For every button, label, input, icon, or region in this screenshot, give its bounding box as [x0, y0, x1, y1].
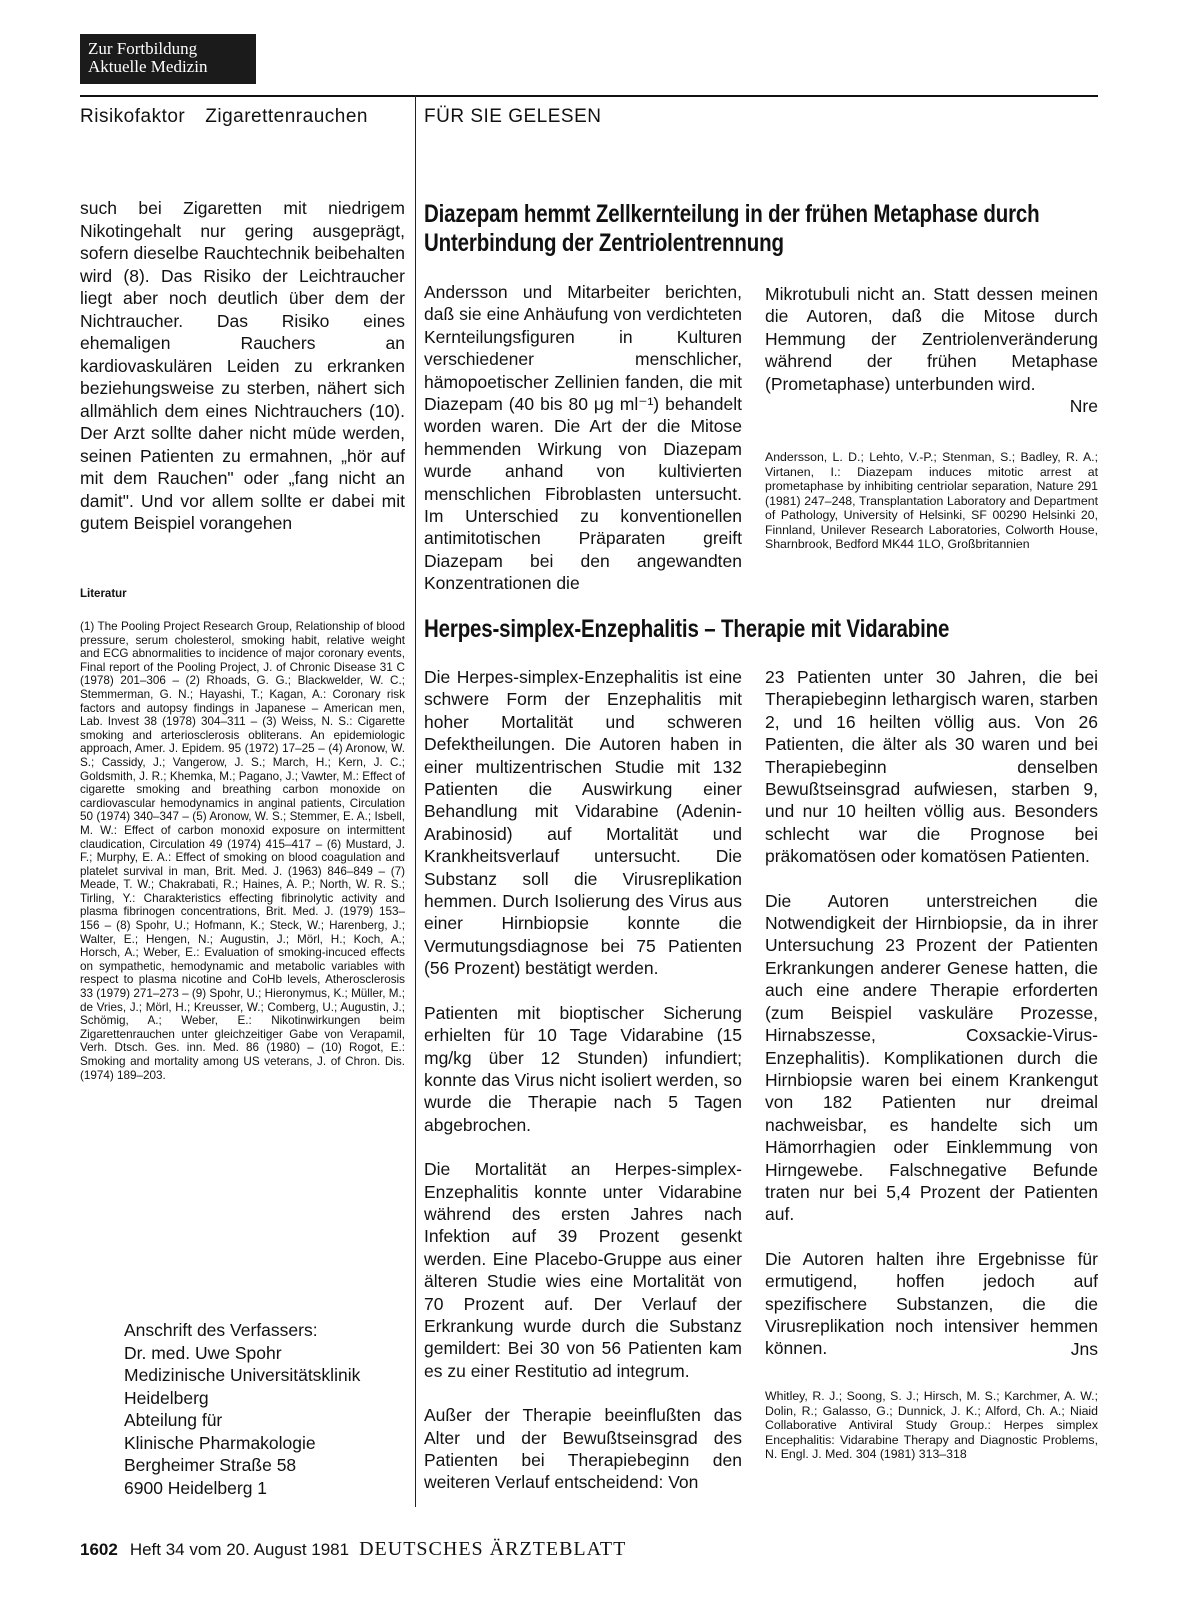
running-head-left-a: Risikofaktor [80, 106, 186, 127]
address-line: 6900 Heidelberg 1 [124, 1477, 268, 1498]
article-2-paragraph: Die Autoren unterstreichen die Notwendigkeit der Hirnbiopsie, da in ihrer Untersuchung 23 Prozent der Patienten Erkrankungen anderer Genese hatten, die auch eine andere Therapie erforderten (zum Beispiel vaskuläre Prozesse, Hirnabszesse, Coxsackie-Virus-Enzephalitis). Komplikationen durch die Hirnbiopsie waren bei einem Krankengut von 182 Patienten nur dreimal nachweisbar, es handelte sich um Hämorrhagien oder Einklemmung von Hirngewebe. Falschnegative Befunde traten nur bei 5,4 Prozent der Patienten auf. [765, 890, 1098, 1225]
article-2-paragraph: Außer der Therapie beeinflußten das Alter und der Bewußtseinsgrad des Patienten bei Therapiebeginn den weiteren Verlauf entscheidend: Von [424, 1405, 742, 1493]
address-line: Abteilung für [124, 1410, 223, 1430]
article-2-paragraph: Die Herpes-simplex-Enzephalitis ist eine schwere Form der Enzephalitis mit hoher Mortalität und schweren Defektheilungen. Die Autoren haben in einer multizentrischen Studie mit 132 Patienten die Auswirkung einer Behandlung mit Vidarabine (Adenin-Arabinosid) auf Mortalität und Krankheitsverlauf untersucht. Die Substanz soll die Virusreplikation hemmen. Durch Isolierung des Virus aus einer Hirnbiopsie konnte die Vermutungsdiagnose bei 75 Patienten (56 Prozent) bestätigt werden. [424, 667, 742, 979]
article-2-paragraph: Die Mortalität an Herpes-simplex-Enzephalitis konnte unter Vidarabine während des ersten Jahres nach Infektion auf 39 Prozent gesenkt werden. Eine Placebo-Gruppe aus einer älteren Studie wies eine Mortalität von 70 Prozent auf. Der Verlauf der Erkrankung wurde durch die Substanz gemildert: Bei 30 von 56 Patienten kam es zu einer Restitutio ad integrum. [424, 1159, 742, 1381]
column-divider [415, 95, 416, 1507]
article-2-headline: Herpes-simplex-Enzephalitis – Therapie mit Vidarabine [424, 615, 950, 643]
left-body-text: such bei Zigaretten mit niedrigem Nikotingehalt nur gering ausgeprägt, sofern dieselbe Rauchtechnik beibehalten wird (8). Das Risiko der Leichtraucher liegt aber noch deutlich über dem der Nichtraucher. Das Risiko eines ehemaligen Rauchers an kardiovaskulären Leiden zu erkranken beziehungsweise zu sterben, nähert sich allmählich dem eines Nichtrauchers (10). Der Arzt sollte daher nicht müde werden, seinen Patienten zu ermahnen, „hör auf mit dem Rauchen" oder „fang nicht an damit". Und vor allem sollte er dabei mit gutem Beispiel vorangehen [80, 198, 405, 533]
address-line: Klinische Pharmakologie [124, 1432, 316, 1453]
page-footer [80, 1538, 626, 1561]
article-1-signature: Nre [1069, 396, 1098, 417]
literature-heading: Literatur [80, 588, 127, 600]
section-badge [80, 34, 256, 84]
running-head-right: FÜR SIE GELESEN [424, 106, 602, 127]
article-1-column-1: Andersson und Mitarbeiter berichten, daß sie eine Anhäufung von verdichteten Kernteilungsfiguren in Kulturen verschiedener menschlicher, hämopoetischer Zellinien fanden, die mit Diazepam (40 bis 80 μg ml⁻¹) behandelt worden waren. Die Art der die Mitose hemmenden Wirkung von Diazepam wurde anhand von kultivierten menschlichen Fibroblasten untersucht. Im Unterschied zu konventionellen antimitotischen Präparaten greift Diazepam bei den angewandten Konzentrationen die [424, 282, 742, 594]
article-1-headline: Diazepam hemmt Zellkernteilung in der frühen Metaphase durch Unterbindung der Zentriolentrennung [424, 200, 1040, 257]
article-2-column-1 [424, 666, 742, 1516]
article-2-reference: Whitley, R. J.; Soong, S. J.; Hirsch, M. S.; Karchmer, A. W.; Dolin, R.; Galasso, G.; Dunnick, J. K.; Alford, Ch. A.; Niaid Collaborative Antiviral Study Group.: Herpes simplex Encephalitis: Vidarabine Therapy and Diagnostic Problems, N. Engl. J. Med. 304 (1981) 313–318 [765, 1389, 1098, 1461]
article-2-signature: Jns [1070, 1338, 1098, 1359]
article-1-column-2 [765, 283, 1098, 417]
address-line: Medizinische Universitätsklinik [124, 1365, 361, 1385]
running-head-left-b: Zigarettenrauchen [205, 106, 368, 127]
page-number: 1602 [80, 1540, 118, 1559]
address-line: Anschrift des Verfassers: [124, 1320, 318, 1340]
journal-name: DEUTSCHES ÄRZTEBLATT [359, 1538, 627, 1560]
article-1-closing-text: Mikrotubuli nicht an. Statt dessen meinen die Autoren, daß die Mitose durch Hemmung der Zentriolenveränderung während der frühen Metaphase (Prometaphase) unterbunden wird. [765, 284, 1098, 394]
running-head-left [80, 106, 368, 128]
issue-info: Heft 34 vom 20. August 1981 [129, 1540, 350, 1559]
literature-list: (1) The Pooling Project Research Group, Relationship of blood pressure, serum cholesterol, smoking habit, relative weight and ECG abnormalities to incidence of major coronary events, Final report of the Pooling Project, J. of Chronic Disease 31 C (1978) 201–306 – (2) Rhoads, G. G.; Blackwelder, W. C.; Stemmerman, G. N.; Hayashi, T.; Kagan, A.: Coronary risk factors and autopsy findings in Japanese – American men, Lab. Invest 38 (1978) 304–311 – (3) Weiss, N. S.: Cigarette smoking and arteriosclerosis obliterans. An epidemiologic approach, Amer. J. Epidem. 95 (1972) 17–25 – (4) Aronow, W. S.; Cassidy, J.; Vangerow, J. S.; March, H.; Kern, J. C.; Goldsmith, J. R.; Khemka, M.; Pagano, J.; Vawter, M.: Effect of cigarette smoking and breathing carbon monoxide on cardiovascular hemodynamics in anginal patients, Circulation 50 (1974) 340–347 – (5) Aronow, W. S.; Stemmer, E. A.; Isbell, M. W.: Effect of carbon monoxid exposure on intermittent claudication, Circulation 49 (1974) 415–417 – (6) Mustard, J. F.; Murphy, E. A.: Effect of smoking on blood coagulation and platelet survival in man, Brit. Med. J. (1963) 846–849 – (7) Meade, T. W.; Chakrabati, R.; Haines, A. P.; North, W. R. S.; Tirling, Y.: Charakteristics effecting fibrinolytic activity and plasma fibrinogen concentrations, Brit. Med. J. (1979) 153–156 – (8) Spohr, U.; Hofmann, K.; Steck, W.; Harenberg, J.; Walter, E.; Hengen, N.; Augustin, J.; Mörl, H.; Koch, A.; Horsch, A.; Weber, E.: Evaluation of smoking-incuced effects on sympathetic, hemodynamic and metabolic variables with respect to plasma nicotine and CoHb levels, Atherosclerosis 33 (1979) 271–273 – (9) Spohr, U.; Hieronymus, K.; Müller, M.; de Vries, J.; Mörl, H.; Kreusser, W.; Comberg, U.; Augustin, J.; Schömig, A.; Weber, E.: Nikotinwirkungen beim Zigarettenrauchen unter gleichzeitiger Gabe von Verapamil, Verh. Dtsch. Ges. inn. Med. 86 (1980) – (10) Rogot, E.: Smoking and mortality among US veterans, J. of Chron. Dis. (1974) 189–203. [80, 620, 405, 1082]
badge-line-1: Zur Fortbildung [88, 39, 198, 58]
author-address [124, 1319, 360, 1499]
article-2-column-2 [765, 666, 1098, 1360]
article-2-paragraph: Patienten mit bioptischer Sicherung erhielten für 10 Tage Vidarabine (15 mg/kg über 12 Stunden) infundiert; konnte das Virus nicht isoliert werden, so wurde die Therapie nach 5 Tagen abgebrochen. [424, 1002, 742, 1135]
badge-line-2: Aktuelle Medizin [88, 57, 208, 76]
article-1-reference: Andersson, L. D.; Lehto, V.-P.; Stenman, S.; Badley, R. A.; Virtanen, I.: Diazepam induces mitotic arrest at prometaphase by inhibiting centriolar separation, Nature 291 (1981) 247–248, Transplantation Laboratory and Department of Pathology, University of Helsinki, SF 00290 Helsinki 20, Finnland, Unilever Research Laboratories, Colworth House, Sharnbrook, Bedford MK44 1LO, Großbritannien [765, 450, 1098, 551]
address-line: Heidelberg [124, 1387, 209, 1408]
article-2-paragraph: Die Autoren halten ihre Ergebnisse für ermutigend, hoffen jedoch auf spezifischere Substanzen, die die Virusreplikation noch intensiver hemmen können. [765, 1248, 1098, 1359]
address-line: Bergheimer Straße 58 [124, 1455, 297, 1475]
article-2-paragraph: 23 Patienten unter 30 Jahren, die bei Therapiebeginn lethargisch waren, starben 2, und 16 heilten völlig aus. Von 26 Patienten, die älter als 30 waren und bei Therapiebeginn denselben Bewußtseinsgrad aufwiesen, starben 9, und nur 10 heilten völlig aus. Besonders schlecht war die Prognose bei präkomatösen oder komatösen Patienten. [765, 667, 1098, 867]
top-rule [80, 95, 1098, 97]
address-line: Dr. med. Uwe Spohr [124, 1342, 282, 1363]
